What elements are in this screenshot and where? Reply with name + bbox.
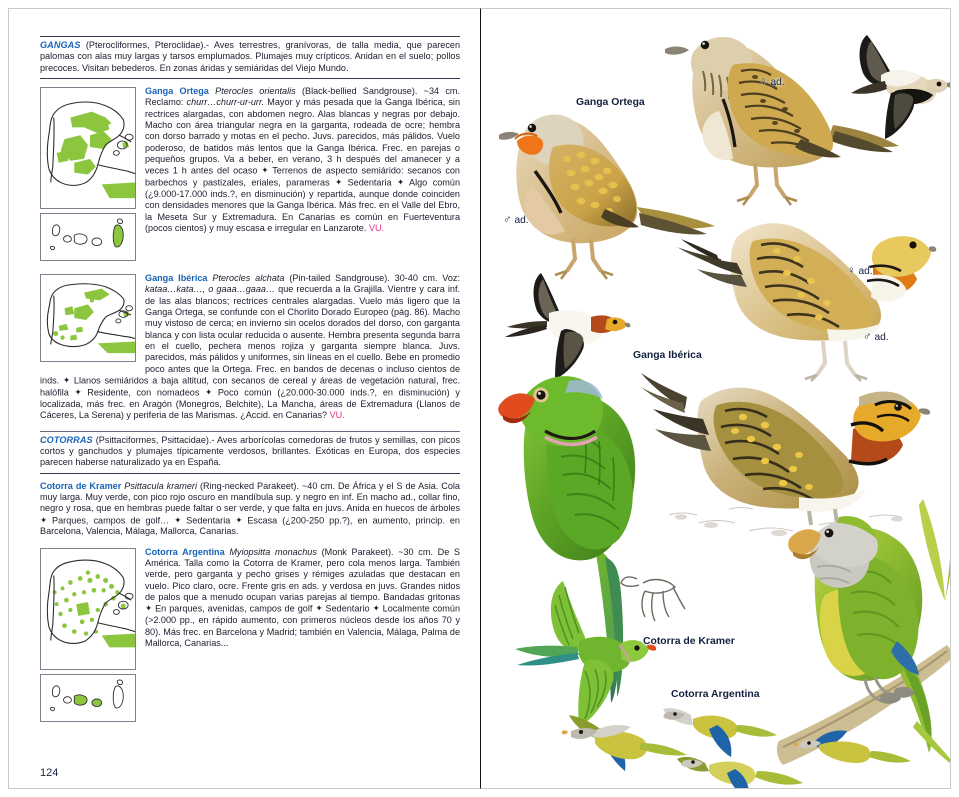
species-text-2: Mayor y más pesada que la Ganga Ibérica, sin rectrices alargadas, con abdomen negro. Alas blancas y negras por debajo. Macho con área triangular negra en la garganta, rodeada de ocre; hembra con dorso barrado y motas en el pecho. Juvs. parecidos, más pálidos. Vuelo poderoso, de batidos más lentos que la Ganga Ibérica. Frec. en parejas o pequeños grupos. Va a beber, en verano, 3 h después del amanecer y a veces 1 h antes del ocaso bbox=[145, 97, 460, 176]
movement-diamond-icon: ✦ bbox=[315, 603, 323, 614]
species-common-name: Ganga Ortega bbox=[145, 86, 209, 97]
female-symbol-icon: ♀ bbox=[759, 76, 768, 88]
species-scientific-name: Pterocles alchata bbox=[212, 273, 285, 284]
species-english-name: (Black-bellied Sandgrouse). bbox=[301, 86, 418, 97]
family-taxon: (Psittaciformes, Psittacidae).- bbox=[95, 434, 215, 445]
species-text-2: que recuerda a la Grajilla. Vientre y cara inf. de las alas blancos; rectrices centrales alargadas. Vuelo más ligero que la Ganga Ortega, se confunde con el Chorlito Dorado Europeo (pág. 86). Macho muy vistoso de cerca; en invierno sin ocelos dorados del dorso, con garganta blanca y con lista ocular reducida o ausente. Hembra presenta segunda barra en el cuello, pechera menos rojiza y garganta siempre blanca. Juvs. parecidos, más pálidos y uniformes, sin líneas en el cuello. Bebe en promedio poco antes que la Ortega. Frec. en bandos de decenas o incluso cientos de inds. bbox=[40, 284, 460, 386]
species-text-5: Escasa (¿200-250 pp.?), en aumento, princip. en Barcelona, Valencia, Málaga, Mallorca, Canarias. bbox=[40, 515, 460, 537]
plate-label-ganga-iberica: Ganga Ibérica bbox=[633, 350, 702, 361]
family-name: GANGAS bbox=[40, 40, 81, 50]
species-text-4: Residente, con nomadeos bbox=[81, 387, 206, 398]
species-text-4: Sedentaria bbox=[342, 177, 398, 188]
species-text-3: Llanos semiáridos a baja altitud, con secanos de cereal y áreas de vegetación natural, frec. halófila bbox=[40, 375, 460, 398]
species-text-3: Terrenos de aspecto semiárido: secanos con barbechos y pastizales, eriales, parameras bbox=[145, 165, 460, 188]
species-common-name: Ganga Ibérica bbox=[145, 273, 208, 284]
species-text-1: ~34 cm. Reclamo: bbox=[145, 86, 461, 108]
species-text-1: 30-40 cm. Voz: bbox=[389, 273, 460, 284]
species-text-5: Algo común (¿9.000-17.000 inds.?, en disminución) y repartida, aunque donde coinciden con densidades menores que la Ganga Ibérica. Más frec. en el Valle del Ebro, la Meseta Sur y Extremadura. En Canarias es común en Fuerteventura (pocos cientos) y muy escasa e irregular en Lanzarote. bbox=[145, 177, 460, 234]
species-text-4: Sedentaria bbox=[181, 515, 236, 526]
species-english-name: (Monk Parakeet). bbox=[321, 546, 394, 557]
abundance-diamond-icon: ✦ bbox=[397, 177, 405, 188]
abundance-diamond-icon: ✦ bbox=[205, 386, 213, 397]
page-number: 124 bbox=[40, 767, 59, 779]
distribution-maps bbox=[40, 548, 138, 726]
abundance-diamond-icon: ✦ bbox=[235, 514, 243, 525]
species-text-1: ~30 cm. De S América. Talla como la Cotorra de Kramer, pero cola menos larga. También verde, pero garganta y pecho grises y rémiges azuladas que destacan en vuelo. Pico claro, ocre. Frente gris en ads. y verdosa en juvs. Grandes nidos de palos que a menudo ocupan varias parejas al tiempo. Bandadas gritonas bbox=[145, 546, 460, 603]
species-text-3: Parques, campos de golf… bbox=[47, 515, 175, 526]
bird-ganga-ortega-flight bbox=[829, 31, 950, 151]
sex-label-male-ganga-iberica bbox=[863, 331, 889, 343]
age-text: ad. bbox=[770, 77, 785, 88]
species-entry-cotorra-kramer bbox=[40, 481, 460, 538]
movement-diamond-icon: ✦ bbox=[335, 177, 343, 188]
family-block-gangas bbox=[40, 37, 460, 78]
age-text: ad. bbox=[874, 332, 889, 343]
species-text-3: En parques, avenidas, campos de golf bbox=[152, 603, 316, 614]
conservation-status-badge: VU. bbox=[329, 410, 345, 421]
family-block-cotorras bbox=[40, 432, 460, 473]
divider-rule bbox=[40, 473, 460, 474]
bird-cotorra-argentina-flight-4 bbox=[789, 721, 919, 781]
species-english-name: (Ring-necked Parakeet). bbox=[199, 480, 299, 491]
habitat-diamond-icon: ✦ bbox=[145, 603, 153, 614]
illustration-plate bbox=[481, 9, 950, 788]
habitat-diamond-icon: ✦ bbox=[40, 514, 48, 525]
species-common-name: Cotorra Argentina bbox=[145, 546, 225, 557]
map-iberia-ganga-ortega bbox=[40, 87, 136, 209]
habitat-diamond-icon: ✦ bbox=[63, 375, 71, 386]
species-text-column bbox=[40, 36, 460, 776]
species-scientific-name: Psittacula krameri bbox=[124, 480, 197, 491]
species-text-4: Sedentario bbox=[322, 603, 373, 614]
map-iberia-ganga-iberica bbox=[40, 274, 136, 362]
sex-label-male-ganga-ortega bbox=[503, 214, 529, 226]
distribution-maps bbox=[40, 87, 138, 265]
species-entry-ganga-iberica bbox=[40, 273, 460, 421]
species-english-name: (Pin-tailed Sandgrouse). bbox=[289, 273, 390, 284]
age-text: ad. bbox=[514, 215, 529, 226]
family-description: Aves arborícolas comedoras de frutos y semillas, con picos cortos y ganchudos y plumajes típicamente verdosos, brillantes. Exóticas en Europa, dos especies parecen haberse naturalizado ya en España. bbox=[40, 434, 461, 468]
species-scientific-name: Pterocles orientalis bbox=[215, 86, 296, 97]
species-scientific-name: Myiopsitta monachus bbox=[229, 546, 317, 557]
species-text-5: Localmente común (>2.000 pp., en rápido aumento, con primeros núcleos desde los años 70 y 80). Más frec. en Barcelona y Madrid; también en Valencia, Málaga, Palma de Mallorca, Canarias... bbox=[145, 603, 460, 648]
species-entry-ganga-ortega bbox=[40, 86, 460, 266]
divider-rule bbox=[40, 78, 460, 79]
movement-diamond-icon: ✦ bbox=[174, 514, 182, 525]
movement-diamond-icon: ✦ bbox=[74, 386, 82, 397]
distribution-maps bbox=[40, 274, 138, 366]
species-common-name: Cotorra de Kramer bbox=[40, 480, 122, 491]
species-text-5: Poco común (¿20.000-30.000 inds.?, en disminución) y localizada, más frec. en Aragón (Monegros, Belchite), La Mancha, áreas de Extremadura (Llanos de Cáceres, La Serena) y periferia de las Marismas. ¿Accid. en Canarias? bbox=[40, 387, 460, 421]
species-voice: kataa…kata…, o gaaa…gaaa… bbox=[145, 284, 276, 295]
map-iberia-cotorra-argentina bbox=[40, 548, 136, 670]
female-symbol-icon: ♀ bbox=[847, 265, 856, 277]
age-text: ad. bbox=[858, 266, 873, 277]
family-description: Aves terrestres, granívoras, de talla media, que parecen palomas con alas muy largas y tarsos emplumados. Plumajes muy crípticos. Anidan en el suelo; pollos precoces. Visitan bebederos. En zonas áridas y semiáridas del Viejo Mundo. bbox=[40, 40, 461, 73]
plate-label-cotorra-kramer: Cotorra de Kramer bbox=[643, 636, 735, 647]
plate-label-cotorra-argentina: Cotorra Argentina bbox=[671, 689, 760, 700]
map-canary-cotorra-argentina bbox=[40, 674, 136, 722]
species-text-1: ~40 cm. De África y el S de Asia. Cola muy larga. Muy verde, con pico rojo oscuro en mandíbula sup. y negro en inf. En macho ad., collar fino, negro y rosa, que en hembras puede faltar o ser verde, y que falta en juvs. Anida en huecos de árboles bbox=[40, 480, 460, 514]
species-voice: churr…churr-ur-urr. bbox=[186, 97, 265, 108]
map-canary-ganga-ortega bbox=[40, 213, 136, 261]
family-taxon: (Pterocliformes, Pteroclidae).- bbox=[85, 40, 210, 50]
conservation-status-badge: VU. bbox=[368, 223, 385, 234]
male-symbol-icon: ♂ bbox=[863, 331, 872, 343]
habitat-diamond-icon: ✦ bbox=[261, 165, 269, 176]
plate-label-ganga-ortega: Ganga Ortega bbox=[576, 97, 645, 108]
sex-label-female-ganga-ortega bbox=[759, 76, 785, 88]
male-symbol-icon: ♂ bbox=[503, 214, 512, 226]
family-name: COTORRAS bbox=[40, 434, 93, 445]
sex-label-female-ganga-iberica bbox=[847, 265, 873, 277]
species-entry-cotorra-argentina bbox=[40, 547, 460, 727]
abundance-diamond-icon: ✦ bbox=[372, 603, 380, 614]
